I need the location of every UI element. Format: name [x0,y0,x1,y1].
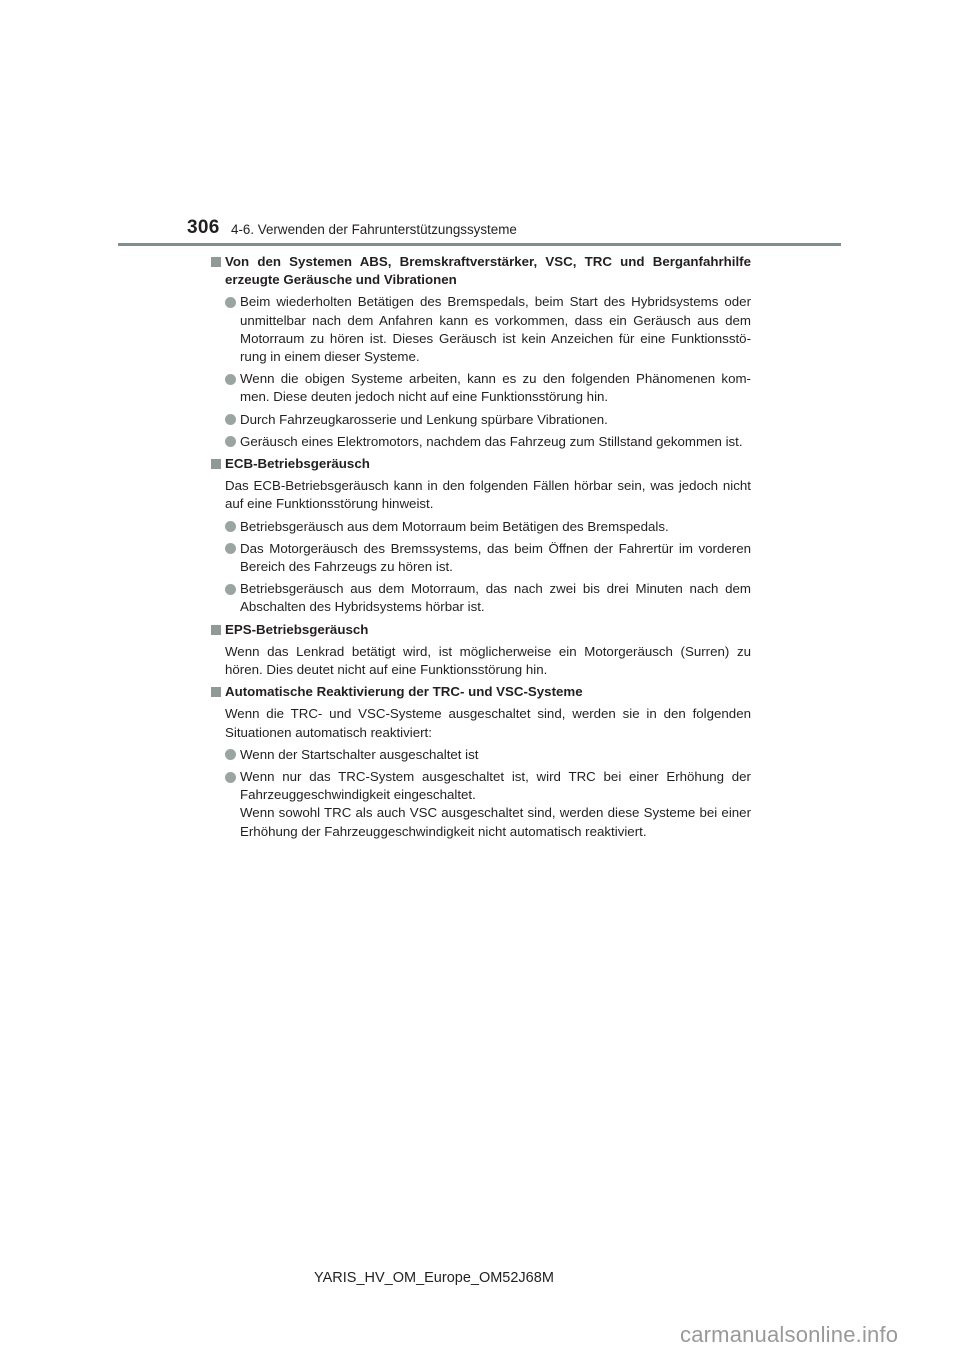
round-bullet-icon [225,584,236,595]
section-paragraph: Wenn das Lenkrad betätigt wird, ist möglicherweise ein Motorgeräusch (Surren) zu hören. Dies deutet nicht auf eine Funktionsstörung hin. [225,643,751,678]
section-title: 4-6. Verwenden der Fahrunterstützungssysteme [231,222,517,237]
list-item: Beim wiederholten Betätigen des Bremspedals, beim Start des Hybridsystems oder unmittelbar nach dem Anfahren kann es vorkommen, dass ein Geräusch aus dem Motorraum zu hören ist. Dieses Geräusch ist kein Anzeichen für eine Funktionsstö- rung in einem dieser Systeme. [211,293,751,366]
page-content [211,253,751,845]
round-bullet-icon [225,374,236,385]
section-heading-eps: EPS-Betriebsgeräusch [211,621,751,639]
round-bullet-icon [225,772,236,783]
section-paragraph: Wenn die TRC- und VSC-Systeme ausgeschaltet sind, werden sie in den folgenden Situationen automatisch reaktiviert: [225,706,751,740]
round-bullet-icon [225,414,236,425]
footer-document-id: YARIS_HV_OM_Europe_OM52J68M [314,1270,554,1286]
round-bullet-icon [225,297,236,308]
watermark: carmanualsonline.info [680,1322,899,1347]
square-bullet-icon [211,687,221,697]
round-bullet-icon [225,521,236,532]
list-item: Wenn die obigen Systeme arbeiten, kann es zu den folgenden Phänomenen kom- men. Diese deuten jedoch nicht auf eine Funktionsstörung hin. [211,370,751,406]
square-bullet-icon [211,625,221,635]
header-rule [118,243,841,246]
square-bullet-icon [211,459,221,469]
list-item: Betriebsgeräusch aus dem Motorraum beim Betätigen des Bremspedals. [211,518,751,536]
section-paragraph: Das ECB-Betriebsgeräusch kann in den folgenden Fällen hörbar sein, was jedoch nicht auf eine Funktionsstörung hinweist. [225,478,751,512]
list-item: Wenn nur das TRC-System ausgeschaltet ist, wird TRC bei einer Erhöhung der Fahrzeuggeschwindigkeit eingeschaltet. Wenn sowohl TRC als auch VSC ausgeschaltet sind, werden diese Systeme bei einer Erhöhung der Fahrzeuggeschwindigkeit nicht automatisch reaktiviert. [211,768,751,841]
list-item: Das Motorgeräusch des Bremssystems, das beim Öffnen der Fahrertür im vorderen Bereich des Fahrzeugs zu hören ist. [211,540,751,576]
bullet-continuation: Wenn sowohl TRC als auch VSC ausgeschaltet sind, werden diese Systeme bei einer Erhöhung der Fahrzeuggeschwindigkeit nicht automatisch reaktiviert. [240,805,751,839]
list-item: Durch Fahrzeugkarosserie und Lenkung spürbare Vibrationen. [211,411,751,429]
section-heading-ecb: ECB-Betriebsgeräusch [211,455,751,473]
section-heading-trc-vsc-reactivation: Automatische Reaktivierung der TRC- und VSC-Systeme [211,683,751,701]
square-bullet-icon [211,257,221,267]
list-item: Geräusch eines Elektromotors, nachdem das Fahrzeug zum Stillstand gekommen ist. [211,433,751,451]
list-item: Betriebsgeräusch aus dem Motorraum, das nach zwei bis drei Minuten nach dem Abschalten des Hybridsystems hörbar ist. [211,580,751,616]
round-bullet-icon [225,543,236,554]
page-number: 306 [187,217,220,238]
section-heading-abs-noises: Von den Systemen ABS, Bremskraftverstärker, VSC, TRC und Berganfahrhilfe erzeugte Geräusche und Vibrationen [211,253,751,289]
list-item: Wenn der Startschalter ausgeschaltet ist [211,746,751,764]
round-bullet-icon [225,749,236,760]
round-bullet-icon [225,436,236,447]
